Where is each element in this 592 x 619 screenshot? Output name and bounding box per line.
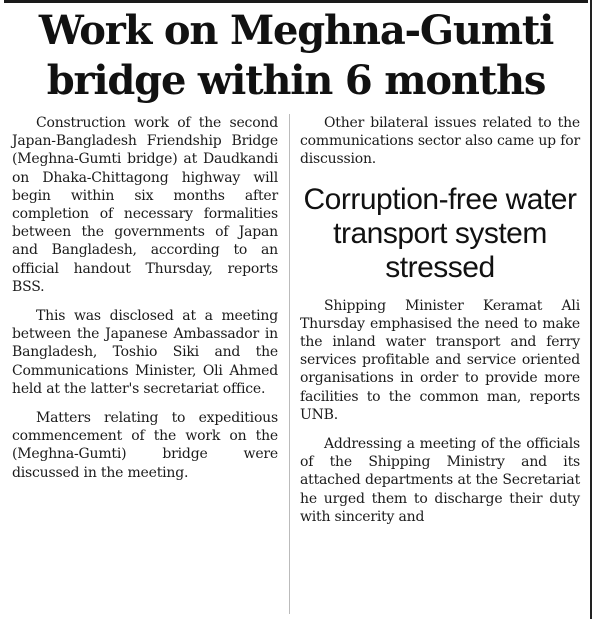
paragraph: This was disclosed at a meeting between the Japanese Ambassador in Bangladesh, Toshio Siki and the Communications Minister, Oli Ahmed held at the latter's secretariat office.: [12, 308, 278, 397]
paragraph: Addressing a meeting of the officials of the Shipping Ministry and its attached departments at the Secretariat he urged them to discharge their duty with sincerity and: [300, 436, 580, 525]
headline: [6, 6, 586, 106]
headline-line-1: Work on Meghna-Gumti: [38, 7, 554, 54]
paragraph: Shipping Minister Keramat Ali Thursday emphasised the need to make the inland water transport and ferry services profitable and service oriented organisations in order to provide more facilities to the common man, reports UNB.: [300, 297, 580, 423]
paragraph: Other bilateral issues related to the communications sector also came up for discussion.: [300, 115, 580, 168]
left-column: [12, 114, 278, 493]
right-column: [300, 114, 580, 537]
subheadline: Corruption-free water transport system stressed: [303, 182, 577, 284]
column-divider: [289, 114, 290, 614]
top-rule: [4, 0, 588, 3]
headline-line-2: bridge within 6 months: [46, 57, 546, 104]
paragraph: Matters relating to expeditious commencement of the work on the (Meghna-Gumti) bridge were discussed in the meeting.: [12, 410, 278, 481]
paragraph: Construction work of the second Japan-Bangladesh Friendship Bridge (Meghna-Gumti bridge) at Daudkandi on Dhaka-Chittagong highway will begin within six months after completion of necessary formalities between the governments of Japan and Bangladesh, according to an official handout Thursday, reports BSS.: [12, 115, 278, 295]
